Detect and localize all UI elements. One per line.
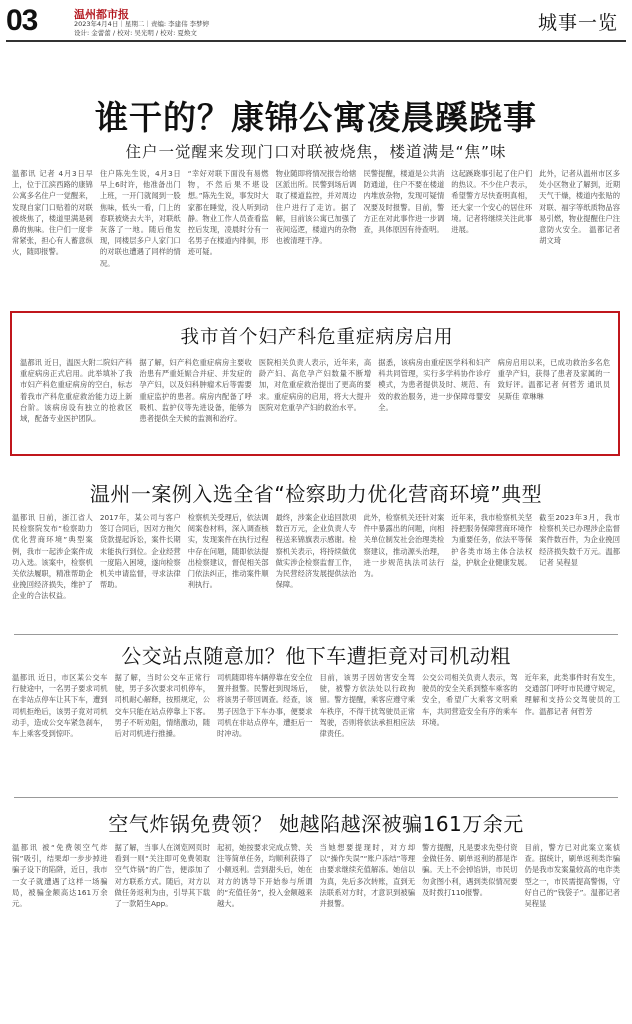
article2-box [10, 311, 620, 456]
article1-body [12, 168, 620, 302]
article1-column: 这起蹊跷事引起了住户们的热议。不少住户表示，希望警方尽快查明真相，还大家一个安心的居住环境。记者将继续关注此事进展。 [451, 169, 533, 235]
article4-body [12, 672, 620, 790]
article3-body [12, 512, 620, 628]
article3-column: 近年来，我市检察机关坚持把服务保障营商环境作为重要任务，依法平等保护各类市场主体合法权益，护航企业健康发展。 [451, 513, 533, 567]
article2-column: 据了解，妇产科危重症病房主要收治患有严重妊娠合并症、并发症的孕产妇，以及妇科肿瘤术后等需要重症监护的患者。病房内配备了呼吸机、监护仪等先进设备，能够为患者提供全天候的监测和治疗。 [139, 358, 252, 424]
article3-column: 最终，涉案企业追回款项数百万元，企业负责人专程送来锦旗表示感谢。检察机关表示，将持续做优做实涉企检察监督工作，为民营经济发展提供法治保障。 [275, 513, 357, 590]
article1-title: 谁干的？康锦公寓凌晨蹊跷事 [95, 98, 537, 137]
article3-title: 温州一案例入选全省“检察助力优化营商环境”典型 [89, 482, 543, 506]
masthead [0, 0, 632, 90]
article2-column: 医院相关负责人表示，近年来，高龄产妇、高危孕产妇数量不断增加，对危重症救治提出了更高的要求。重症病房的启用，将大大提升医院对危重孕产妇的救治水平。 [258, 358, 372, 412]
article5-column: 起初，她按要求完成点赞、关注等简单任务，均顺利获得了小额返利。尝到甜头后，她在对方的诱导下开始参与所谓的“充值任务”，投入金额越来越大。 [217, 843, 313, 909]
article5-title: 空气炸锅免费领？ 她越陷越深被骗161万余元 [108, 812, 524, 836]
page-number: 03 [6, 4, 38, 37]
article1-column: 住户陈先生说，4月3日早上6时许，他准备出门上班，一开门就闻到一股焦味，低头一看，门上的春联被烧去大半，对联纸灰落了一地。随后他发现，同楼层多户人家门口的对联也遭遇了同样的情况。 [99, 169, 181, 268]
article2-title: 我市首个妇产科危重症病房启用 [180, 327, 454, 348]
article4-column: 目前，该男子因妨害安全驾驶，被警方依法处以行政拘留。警方提醒，乘客应遵守乘车秩序，不得干扰驾驶员正常驾驶，否则将依法承担相应法律责任。 [319, 673, 415, 739]
article5-column: 温都讯 被“免费领空气炸锅”吸引，结果却一步步掉进骗子设下的陷阱，近日，我市一女子就遭遇了这样一场骗局，被骗金额高达161万余元。 [12, 843, 108, 909]
article3-column: 检察机关受理后，依法调阅案卷材料，深入调查核实，发现案件在执行过程中存在问题，随即依法提出检察建议，督促相关部门依法纠正，推动案件顺利执行。 [187, 513, 269, 590]
article5-column: 据了解，当事人在浏览网页时看到一则“关注即可免费领取空气炸锅”的广告，便添加了对方联系方式。随后，对方以做任务返利为由，引导其下载了一款陌生App。 [114, 843, 210, 909]
article-divider [14, 797, 618, 798]
article3-column: 此外，检察机关还针对案件中暴露出的问题，向相关单位制发社会治理类检察建议，推动源头治理，进一步规范执法司法行为。 [363, 513, 445, 579]
article4-column: 司机随即将车辆停靠在安全位置并报警。民警赶到现场后，将该男子带回调查。经查，该男子因急于下车办事，便要求司机在非站点停车，遭拒后一时冲动。 [217, 673, 313, 739]
article5-column: 当她想要提现时，对方却以“操作失误”“账户冻结”等理由要求继续充值解冻。她信以为真，先后多次转账，直到无法联系对方时，才意识到被骗并报警。 [319, 843, 415, 909]
article1-subtitle: 住户一觉醒来发现门口对联被烧焦，楼道满是“焦”味 [125, 143, 507, 161]
article5-column: 警方提醒，凡是要求先垫付资金做任务、刷单返利的都是诈骗。天上不会掉馅饼，市民切勿贪图小利，遇到类似情况要及时拨打110报警。 [422, 843, 518, 897]
article1-column: 物业随即将情况报告给辖区派出所。民警到场后调取了楼道监控，并对周边住户进行了走访。据了解，目前该公寓已加强了夜间巡逻，楼道内的杂物也被清理干净。 [275, 169, 357, 246]
article5-body [12, 842, 620, 1018]
article1-column: 温都讯 记者 4月3日早上，位于江滨西路的康锦公寓多名住户一觉醒来，发现自家门口贴着的对联被烧焦了，楼道里满是刺鼻的焦味。住户们一度非常紧张，担心有人蓄意纵火，随即报警。 [12, 169, 93, 257]
article2-column: 温都讯 近日，温医大附二院妇产科重症病房正式启用。此举填补了我市妇产科危重症病房的空白，标志着我市产科危重症救治能力迈上新台阶。该病房设有独立的抢救区域，配备专业医护团队。 [20, 358, 133, 424]
article4-title: 公交站点随意加？他下车遭拒竟对司机动粗 [121, 644, 511, 668]
article5-column: 目前，警方已对此案立案侦查。据统计，刷单返利类诈骗仍是我市发案量较高的电诈类型之一，市民需提高警惕，守好自己的“钱袋子”。温都记者 吴程显 [524, 843, 620, 909]
masthead-rule [6, 40, 626, 42]
article4-column: 公交公司相关负责人表示，驾驶员的安全关系到整车乘客的安全，希望广大乘客文明乘车，共同营造安全有序的乘车环境。 [422, 673, 518, 727]
paper-meta-line-2: 设计: 金蕾蕾 / 校对: 吴光明 / 校对: 夏焕文 [74, 29, 197, 37]
article2-body [20, 357, 610, 449]
article2-column: 据悉，该病房由重症医学科和妇产科共同管理，实行多学科协作诊疗模式，为患者提供及时、规范、有效的救治服务，进一步保障母婴安全。 [378, 358, 491, 412]
article3-column: 截至2023年3月，我市检察机关已办理涉企监督案件数百件，为企业挽回经济损失数千万元。温都记者 吴程显 [539, 513, 621, 567]
article4-column: 近年来，此类事件时有发生，交通部门呼吁市民遵守规定，理解和支持公交驾驶员的工作。温都记者 何哲芳 [524, 673, 620, 716]
article2-column: 病房启用以来，已成功救治多名危重孕产妇，获得了患者及家属的一致好评。温都记者 何哲芳 通讯员 吴斯佳 章琳琳 [497, 358, 611, 401]
article4-column: 据了解，当时公交车正常行驶，男子多次要求司机停车，司机耐心解释，按照规定，公交车只能在站点停靠上下客。男子不听劝阻，情绪激动，随后对司机进行推搡。 [114, 673, 210, 739]
article-divider [14, 634, 618, 635]
section-name: 城事一览 [537, 12, 618, 34]
paper-meta [74, 20, 284, 38]
paper-meta-line-1: 2023年4月4日｜星期二｜责编: 李建伟 李梦婷 [74, 20, 210, 28]
article3-column: 温都讯 日前，浙江省人民检察院发布“检察助力优化营商环境”典型案例，我市一起涉企案件成功入选。该案中，检察机关依法履职，精准帮助企业挽回经济损失，维护了企业的合法权益。 [12, 513, 93, 601]
article1-column: “幸好对联下面没有易燃物，不然后果不堪设想。”陈先生说，事发时大家都在睡觉，没人听到动静。物业工作人员查看监控后发现，凌晨时分有一名男子在楼道内徘徊，形迹可疑。 [187, 169, 269, 257]
article4-column: 温都讯 近日，市区某公交车行驶途中，一名男子要求司机在非站点停车让其下车，遭到司机拒绝后，该男子竟对司机动手，造成公交车紧急刹车，车上乘客受到惊吓。 [12, 673, 108, 739]
article3-column: 2017年，某公司与客户签订合同后，因对方拖欠货款提起诉讼，案件长期未能执行到位。企业经营一度陷入困境，遂向检察机关申请监督，寻求法律帮助。 [99, 513, 181, 590]
article1-column: 民警提醒，楼道是公共消防通道，住户不要在楼道内堆放杂物，发现可疑情况要及时报警。目前，警方正在对此事作进一步调查，具体原因有待查明。 [363, 169, 445, 235]
paper-name: 温州都市报 [74, 8, 129, 21]
article1-column: 此外，记者从温州市区多处小区物业了解到，近期天气干燥，楼道内张贴的对联、福字等纸质物品容易引燃，物业提醒住户注意防火安全。 温都记者 胡文琦 [539, 169, 621, 246]
